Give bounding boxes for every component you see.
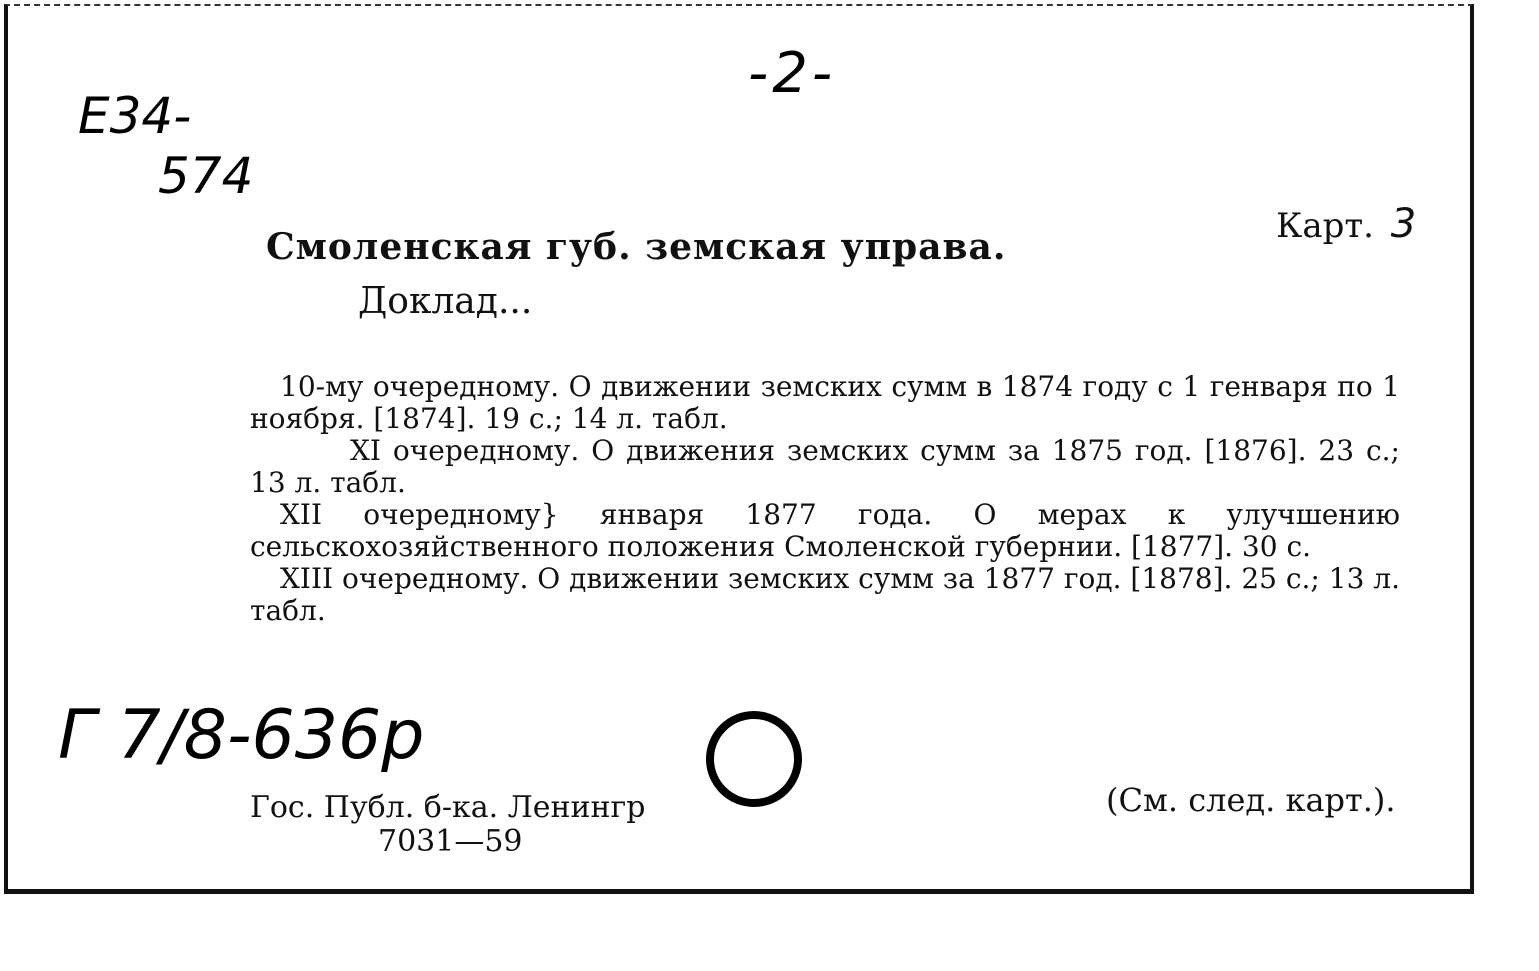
- see-next-card: (См. след. карт.).: [1106, 781, 1396, 819]
- entry-3: XII очередному} января 1877 года. О мерах к улучшению сельскохозяйственного положения Смоленской губернии. [1877]. 30 с.: [250, 498, 1400, 563]
- catalog-card: [4, 4, 1474, 894]
- card-number-label: [1276, 201, 1416, 247]
- library-stamp: [250, 791, 645, 859]
- card-number: 3: [1390, 201, 1417, 247]
- code-line-2: 574: [158, 147, 254, 205]
- entry-2: XI очередному. О движения земских сумм за 1875 год. [1876]. 23 с.; 13 л. табл.: [250, 434, 1400, 499]
- card-label: Карт.: [1276, 206, 1374, 246]
- library-line-2: 7031—59: [378, 824, 523, 859]
- page-number: -2-: [748, 41, 837, 106]
- handwritten-shelf-mark: Г 7/8-636р: [58, 696, 425, 775]
- entry-4: XIII очередному. О движении земских сумм за 1877 год. [1878]. 25 с.; 13 л. табл.: [250, 562, 1400, 627]
- code-line-1: Е34-: [78, 87, 192, 145]
- library-line-1: Гос. Публ. б-ка. Ленингр: [250, 790, 646, 825]
- handwritten-classification-code: [78, 86, 253, 206]
- punch-hole: [706, 711, 802, 807]
- card-heading: Смоленская губ. земская управа.: [266, 226, 1007, 268]
- entries-list: [250, 371, 1400, 627]
- card-subheading: Доклад...: [358, 281, 533, 322]
- entry-1: 10-му очередному. О движении земских сумм в 1874 году с 1 генваря по 1 ноября. [1874]. 19 с.; 14 л. табл.: [250, 370, 1400, 435]
